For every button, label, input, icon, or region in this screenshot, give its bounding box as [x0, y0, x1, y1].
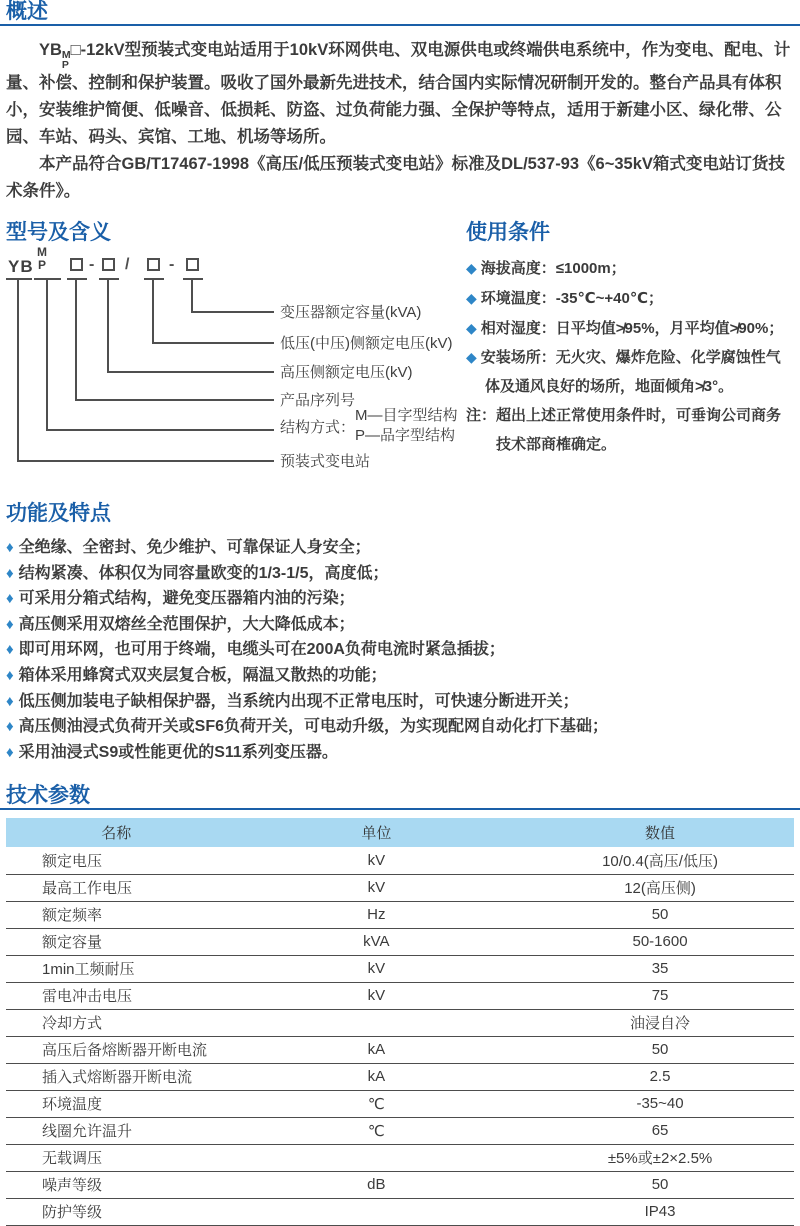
leader-series-v	[75, 280, 77, 401]
param-value: 65	[526, 1117, 794, 1144]
model-code-letter-p: P	[37, 258, 46, 272]
param-value: 油浸自冷	[526, 1009, 794, 1036]
header-name: 名称	[101, 825, 132, 843]
diamond-bullet-icon: ♦	[6, 641, 14, 659]
feature-item	[6, 612, 794, 638]
diamond-bullet-icon: ♦	[6, 718, 14, 736]
header-unit: 单位	[361, 825, 392, 843]
diamond-bullet-icon: ◆	[466, 349, 477, 366]
table-row	[6, 874, 794, 901]
label-structure-type	[280, 406, 458, 446]
feature-item	[6, 740, 794, 766]
condition-text: 环境温度：-35℃~+40℃；	[480, 289, 663, 307]
model-code-separator-1: -	[89, 256, 95, 273]
condition-text: 相对湿度：日平均值≯95%，月平均值≯90%；	[480, 319, 784, 337]
header-value: 数值	[645, 825, 676, 843]
label-lv-rated-voltage: 低压(中压)侧额定电压(kV)	[280, 335, 453, 352]
condition-text: 安装场所：无火灾、爆炸危险、化学腐蚀性气体及通风良好的场所，地面倾角≯3°。	[480, 349, 781, 396]
leader-station-h	[17, 460, 274, 462]
diamond-bullet-icon: ◆	[466, 260, 477, 276]
structure-type-options	[355, 406, 458, 446]
leader-station-v	[17, 280, 19, 462]
table-row	[6, 1090, 794, 1117]
table-row	[6, 847, 794, 874]
param-unit: kA	[227, 1063, 526, 1090]
overview-paragraph-1-text: □-12kV型预装式变电站适用于10kV环网供电、双电源供电或终端供电系统中，作为变电、配电、计量、补偿、控制和保护装置。吸收了国外最新先进技术，结合国内实际情况研制开发的。整台产品具有体积小，安装维护简便、低噪音、低损耗、防盗、过负荷能力强、全保护等特点，适用于新建小区、绿化带、公园、车站、码头、宾馆、工地、机场等场所。	[6, 41, 791, 146]
overview-title: 概述	[6, 0, 48, 23]
model-code-structure-letters	[37, 246, 47, 272]
param-name: 高压后备熔断器开断电流	[6, 1036, 227, 1063]
feature-text: 结构紧凑、体积仅为同容量欧变的1/3-1/5，高度低；	[18, 564, 389, 582]
param-name: 1min工频耐压	[6, 955, 227, 982]
table-row	[6, 928, 794, 955]
condition-item-humidity	[466, 314, 794, 344]
condition-item-temperature	[466, 284, 794, 314]
diamond-bullet-icon: ◆	[466, 289, 477, 306]
param-value: 10/0.4(高压/低压)	[526, 847, 794, 874]
feature-item	[6, 663, 794, 689]
param-value: 50-1600	[526, 928, 794, 955]
label-hv-rated-voltage: 高压侧额定电压(kV)	[280, 364, 413, 381]
conditions-list	[466, 254, 794, 460]
leader-structure-v	[46, 280, 48, 431]
label-transformer-capacity: 变压器额定容量(kVA)	[280, 304, 422, 321]
table-row	[6, 901, 794, 928]
diamond-bullet-icon: ♦	[6, 666, 14, 684]
param-name: 环境温度	[6, 1090, 227, 1117]
table-row	[6, 1063, 794, 1090]
leader-series-h	[75, 399, 274, 401]
param-name: 额定电压	[6, 847, 227, 874]
table-header-row	[6, 818, 794, 847]
leader-capacity-h	[191, 311, 274, 313]
param-unit	[227, 1009, 526, 1036]
feature-item	[6, 714, 794, 740]
feature-item	[6, 689, 794, 715]
param-unit: kV	[227, 955, 526, 982]
param-unit: kV	[227, 847, 526, 874]
structure-option-m: M—目字型结构	[355, 407, 458, 424]
leader-structure-h	[46, 429, 274, 431]
diamond-bullet-icon: ♦	[6, 743, 14, 761]
parameters-title-rule	[0, 808, 800, 810]
model-code-separator-3: -	[169, 256, 175, 273]
param-value: 12(高压侧)	[526, 874, 794, 901]
model-inline-sub: P	[61, 59, 69, 71]
diamond-bullet-icon: ♦	[6, 615, 14, 633]
param-name: 防护等级	[6, 1198, 227, 1225]
feature-text: 采用油浸式S9或性能更优的S11系列变压器。	[18, 743, 338, 761]
features-section	[6, 502, 794, 765]
param-name: 线圈允许温升	[6, 1117, 227, 1144]
underline-prefix	[6, 278, 32, 280]
model-inline-sup: M	[61, 49, 71, 61]
leader-lv-v	[152, 280, 154, 344]
feature-item	[6, 535, 794, 561]
feature-text: 高压侧采用双熔丝全范围保护，大大降低成本；	[18, 615, 355, 633]
model-inline-prefix: YB	[39, 41, 62, 59]
param-unit	[227, 1198, 526, 1225]
feature-text: 即可用环网，也可用于终端，电缆头可在200A负荷电流时紧急插拔；	[18, 641, 505, 659]
table-row	[6, 955, 794, 982]
param-value: -35~40	[526, 1090, 794, 1117]
model-code-separator-2: /	[125, 256, 130, 273]
feature-text: 高压侧油浸式负荷开关或SF6负荷开关，可电动升级，为实现配网自动化打下基础；	[18, 718, 609, 736]
param-unit	[227, 1144, 526, 1171]
leader-capacity-v	[191, 280, 193, 313]
param-value: 50	[526, 1171, 794, 1198]
model-code-diagram	[6, 245, 466, 482]
model-code-box-1	[70, 258, 83, 271]
diamond-bullet-icon: ♦	[6, 539, 14, 556]
param-name: 最高工作电压	[6, 874, 227, 901]
feature-text: 低压侧加装电子缺相保护器，当系统内出现不正常电压时，可快速分断进开关；	[18, 692, 579, 710]
table-row	[6, 1198, 794, 1225]
conditions-title: 使用条件	[466, 221, 550, 244]
param-value: 75	[526, 982, 794, 1009]
parameters-table	[6, 818, 794, 1226]
param-value: IP43	[526, 1198, 794, 1225]
model-section	[6, 221, 466, 482]
param-unit: kV	[227, 874, 526, 901]
table-row	[6, 1117, 794, 1144]
model-inline-supsub	[62, 50, 71, 70]
label-product-series: 产品序列号	[280, 392, 356, 409]
param-unit: ℃	[227, 1090, 526, 1117]
param-unit: ℃	[227, 1117, 526, 1144]
param-name: 额定容量	[6, 928, 227, 955]
feature-item	[6, 637, 794, 663]
parameters-title: 技术参数	[6, 784, 90, 808]
param-unit: dB	[227, 1171, 526, 1198]
leader-hv-v	[107, 280, 109, 373]
param-unit: kV	[227, 982, 526, 1009]
structure-type-prefix: 结构方式：	[280, 418, 356, 436]
overview-title-rule	[0, 24, 800, 26]
param-value: 35	[526, 955, 794, 982]
diamond-bullet-icon: ♦	[6, 692, 14, 710]
feature-item	[6, 561, 794, 587]
param-name: 插入式熔断器开断电流	[6, 1063, 227, 1090]
param-name: 无载调压	[6, 1144, 227, 1171]
table-row	[6, 982, 794, 1009]
condition-item-altitude	[466, 254, 794, 284]
overview-section	[6, 0, 794, 205]
table-row	[6, 1036, 794, 1063]
param-value: 50	[526, 1036, 794, 1063]
model-code-letter-m: M	[37, 245, 47, 259]
overview-paragraph-1	[6, 37, 794, 151]
diamond-bullet-icon: ♦	[6, 590, 14, 608]
param-name: 冷却方式	[6, 1009, 227, 1036]
underline-box-1	[67, 278, 87, 280]
model-section-title: 型号及含义	[6, 221, 111, 244]
feature-text: 箱体采用蜂窝式双夹层复合板，隔温又散热的功能；	[18, 666, 387, 684]
param-unit: kA	[227, 1036, 526, 1063]
structure-option-p: P—品字型结构	[355, 427, 456, 444]
feature-item	[6, 586, 794, 612]
conditions-section	[466, 221, 794, 482]
parameters-section	[6, 784, 794, 1226]
label-prefabricated-substation: 预装式变电站	[280, 453, 371, 470]
condition-item-installation-site	[466, 343, 794, 402]
underline-box-4	[183, 278, 203, 280]
param-unit: Hz	[227, 901, 526, 928]
feature-text: 可采用分箱式结构，避免变压器箱内油的污染；	[18, 590, 355, 608]
param-value: 50	[526, 901, 794, 928]
param-name: 噪声等级	[6, 1171, 227, 1198]
model-code-box-3	[147, 258, 160, 271]
leader-lv-h	[152, 342, 274, 344]
features-title: 功能及特点	[6, 502, 111, 525]
model-and-conditions-zone	[6, 221, 794, 482]
underline-box-2	[99, 278, 119, 280]
condition-text: 海拔高度：≤1000m；	[480, 260, 626, 277]
leader-hv-h	[107, 371, 274, 373]
model-code-box-2	[102, 258, 115, 271]
table-row	[6, 1009, 794, 1036]
features-list	[6, 535, 794, 765]
conditions-note: 注：超出上述正常使用条件时，可垂询公司商务技术部商榷确定。	[466, 406, 782, 453]
table-row	[6, 1144, 794, 1171]
diamond-bullet-icon: ◆	[466, 319, 477, 336]
param-name: 雷电冲击电压	[6, 982, 227, 1009]
param-name: 额定频率	[6, 901, 227, 928]
underline-box-3	[144, 278, 164, 280]
param-value: 2.5	[526, 1063, 794, 1090]
feature-text: 全绝缘、全密封、免少维护、可靠保证人身安全；	[18, 539, 371, 556]
param-unit: kVA	[227, 928, 526, 955]
overview-paragraph-2: 本产品符合GB/T17467-1998《高压/低压预装式变电站》标准及DL/537-93《6~35kV箱式变电站订货技术条件》。	[6, 155, 785, 200]
diamond-bullet-icon: ♦	[6, 564, 14, 582]
table-row	[6, 1171, 794, 1198]
param-value: ±5%或±2×2.5%	[526, 1144, 794, 1171]
model-code-prefix: YB	[8, 257, 34, 276]
model-code-box-4	[186, 258, 199, 271]
